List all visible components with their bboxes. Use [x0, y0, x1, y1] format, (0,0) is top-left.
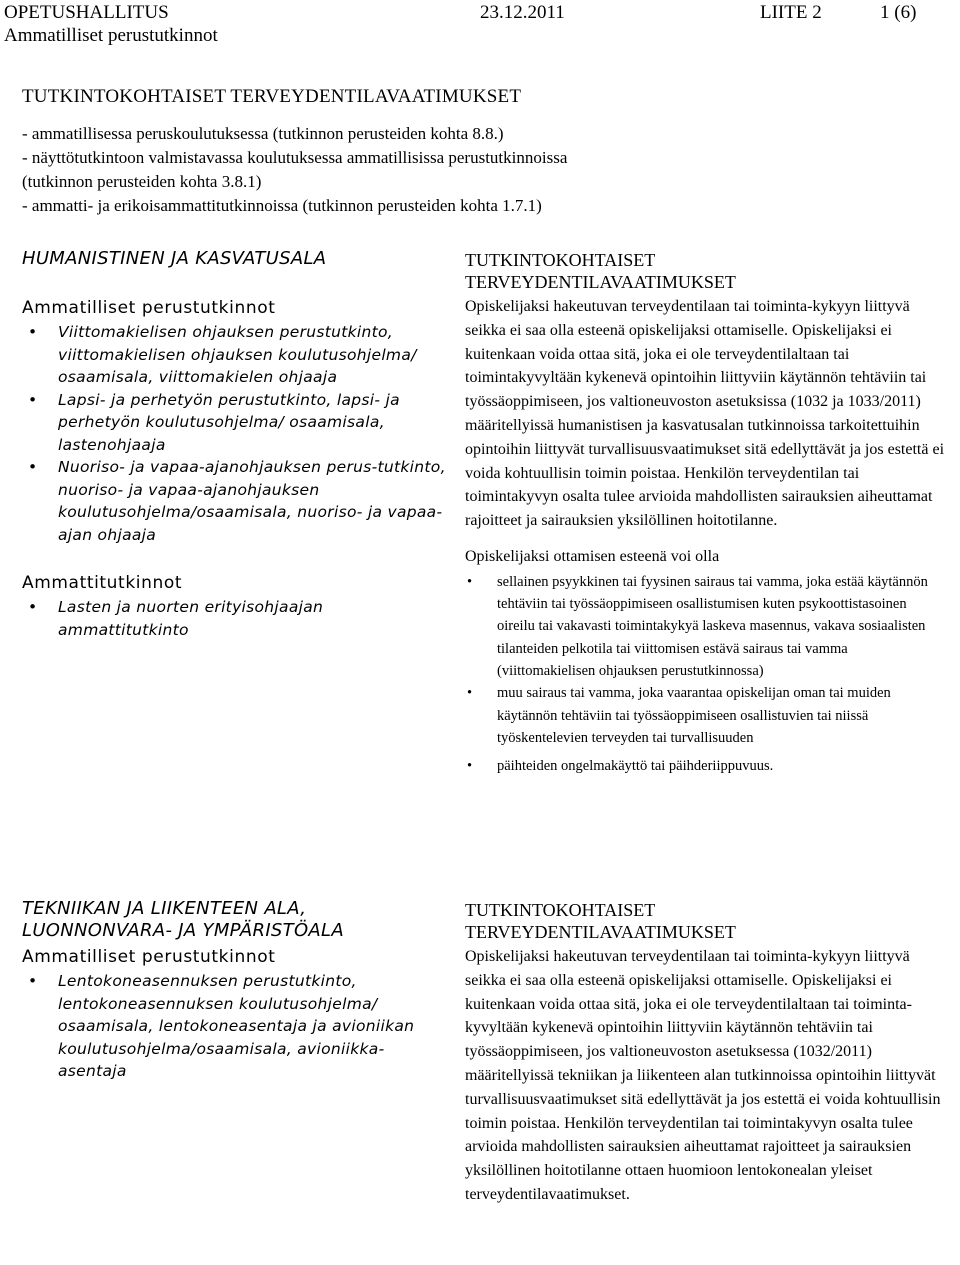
header-org: OPETUSHALLITUS — [4, 2, 169, 23]
intro-lines — [22, 122, 567, 218]
intro-line: - ammatti- ja erikoisammattitutkinnoissa (tutkinnon perusteiden kohta 1.7.1) — [22, 196, 542, 215]
requirements-title-line: TERVEYDENTILAVAATIMUKSET — [465, 272, 736, 292]
intro-line: - näyttötutkintoon valmistavassa koulutuksessa ammatillisissa perustutkinnoissa — [22, 148, 568, 167]
obstacle-item: • päihteiden ongelmakäyttö tai päihderiippuvuus. — [465, 755, 945, 777]
requirements-title-line: TUTKINTOKOHTAISET — [465, 900, 656, 920]
requirements-paragraph: Opiskelijaksi hakeutuvan terveydentilaan tai toiminta-kykyyn liittyvä seikka ei saa olla esteenä opiskelijaksi ottamiselle. Opiskelijaksi ei kuitenkaan voida ottaa sitä, joka ei ole terveydentilaltaan tai toimintakyvyltään kykenevä opintoihin liittyviin käytännön tehtäviin tai työssäoppimiseen, jos valtioneuvoston asetuksissa (1032 ja 1033/2011) määritellyissä humanistisen ja kasvatusalan tutkinnoissa tarkoitettuihin opintoihin liittyvät turvallisuusvaatimukset sitä edellyttävät ja jos estettä ei voida kohtuullisin toimin poistaa. Henkilön terveydentilan tai toimintakyvyn osalta tulee arvioida mahdollisten sairauksien aiheuttamat rajoitteet ja sairauksien yksilöllinen hoitotilanne. — [465, 298, 945, 530]
header-subtitle: Ammatilliset perustutkinnot — [4, 25, 218, 46]
section-title: HUMANISTINEN JA KASVATUSALA — [22, 248, 327, 269]
obstacle-item: • muu sairaus tai vamma, joka vaarantaa opiskelijan oman tai muiden käytännön tehtäviin tai työssäoppimiseen osallistuvien tai niissä työskentelevien terveyden tai turvallisuuden — [465, 682, 945, 749]
degree-list — [22, 321, 452, 546]
section-title-line: LUONNONVARA- JA YMPÄRISTÖALA — [22, 920, 344, 941]
requirements-title-line: TUTKINTOKOHTAISET — [465, 250, 656, 270]
degree-item: • Lasten ja nuorten erityisohjaajan ammattitutkinto — [22, 596, 452, 641]
requirements-block-1 — [465, 249, 945, 777]
requirements-title-line: TERVEYDENTILAVAATIMUKSET — [465, 922, 736, 942]
section-humanistinen — [22, 248, 452, 641]
subheading-perustutkinnot: Ammatilliset perustutkinnot — [22, 947, 276, 967]
subheading-ammattitutkinnot: Ammattitutkinnot — [22, 573, 183, 593]
section-tekniikka — [22, 898, 452, 1083]
header-page-number: 1 (6) — [880, 2, 917, 23]
obstacles-intro: Opiskelijaksi ottamisen esteenä voi olla — [465, 547, 720, 565]
degree-list — [22, 970, 452, 1083]
degree-item: • Lapsi- ja perhetyön perustutkinto, lapsi- ja perhetyön koulutusohjelma/ osaamisala, lastenohjaaja — [22, 389, 452, 457]
intro-line: (tutkinnon perusteiden kohta 3.8.1) — [22, 172, 262, 191]
degree-list — [22, 596, 452, 641]
degree-item: • Lentokoneasennuksen perustutkinto, lentokoneasennuksen koulutusohjelma/ osaamisala, lentokoneasentaja ja avioniikan koulutusohjelma/osaamisala, avioniikka- asentaja — [22, 970, 452, 1083]
section-title-line: TEKNIIKAN JA LIIKENTEEN ALA, — [22, 898, 307, 919]
intro-line: - ammatillisessa peruskoulutuksessa (tutkinnon perusteiden kohta 8.8.) — [22, 124, 504, 143]
document-title: TUTKINTOKOHTAISET TERVEYDENTILAVAATIMUKSET — [22, 86, 522, 107]
header-appendix: LIITE 2 — [760, 2, 822, 23]
header-date: 23.12.2011 — [480, 2, 565, 23]
subheading-perustutkinnot: Ammatilliset perustutkinnot — [22, 298, 276, 318]
degree-item: • Viittomakielisen ohjauksen perustutkinto, viittomakielisen ohjauksen koulutusohjelma/ osaamisala, viittomakielen ohjaaja — [22, 321, 452, 389]
requirements-block-2 — [465, 899, 945, 1207]
requirements-paragraph: Opiskelijaksi hakeutuvan terveydentilaan tai toiminta-kykyyn liittyvä seikka ei saa olla esteenä opiskelijaksi ottamiselle. Opiskelijaksi ei kuitenkaan voida ottaa sitä, joka ei ole terveydentilaltaan tai toiminta-kyvyltään kykenevä opintoihin liittyviin käytännön tehtäviin tai työssäoppimiseen, jos valtioneuvoston asetuksessa (1032/2011) määritellyissä tekniikan ja liikenteen alan tutkinnoissa opintoihin liittyvät turvallisuusvaatimukset sitä edellyttävät ja jos estettä ei voida kohtuullisin toimin poistaa. Henkilön terveydentilan tai toimintakyvyn osalta tulee arvioida mahdollisten sairauksien aiheuttamat rajoitteet ja sairauksien yksilöllinen hoitotilanne ottaen huomioon lentokonealan yleiset terveydentilavaatimukset. — [465, 948, 941, 1203]
obstacle-item: • sellainen psyykkinen tai fyysinen sairaus tai vamma, joka estää käytännön tehtäviin tai työssäoppimiseen osallistumisen kuten psykoottistasoinen oireilu tai vakavasti toimintakykyä laskeva masennus, vakava sosiaalisten tilanteiden pelkotila tai viittomisen estävä sairaus tai vamma (viittomakielisen ohjauksen perustutkinnossa) — [465, 571, 945, 682]
obstacle-list — [465, 571, 945, 778]
degree-item: • Nuoriso- ja vapaa-ajanohjauksen perus-tutkinto, nuoriso- ja vapaa-ajanohjauksen koulutusohjelma/osaamisala, nuoriso- ja vapaa-ajan ohjaaja — [22, 456, 452, 546]
